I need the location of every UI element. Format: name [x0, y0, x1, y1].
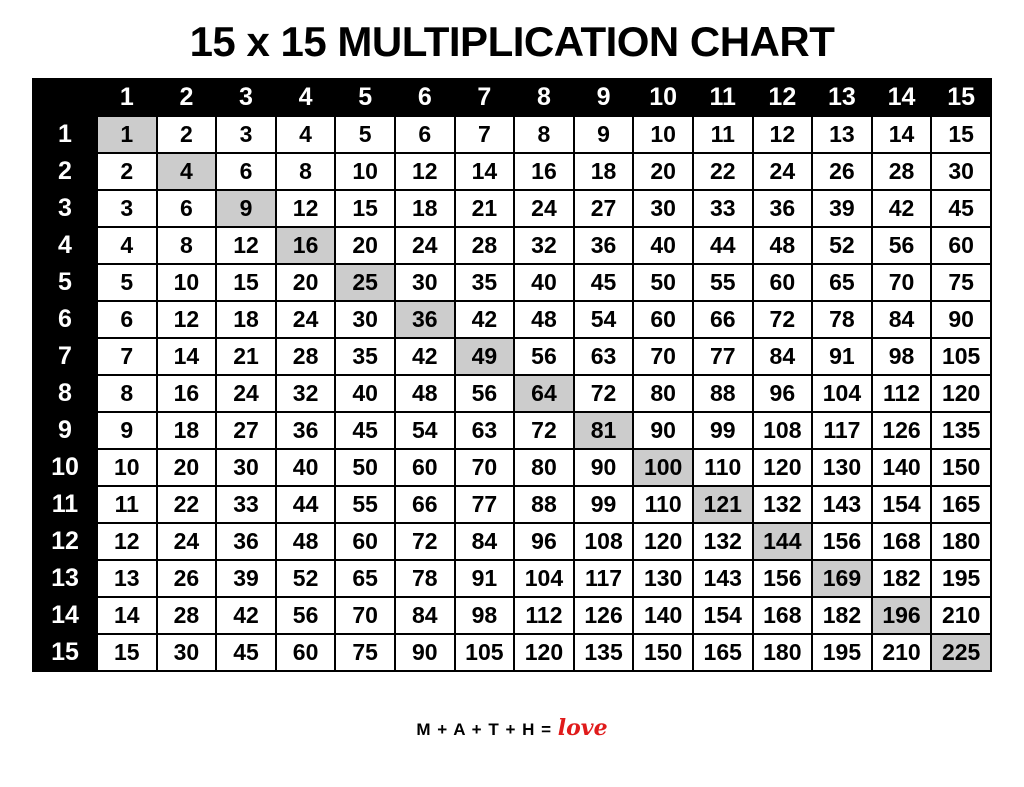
cell-15-7: 105 — [455, 634, 515, 671]
table-row — [33, 338, 991, 375]
cell-13-15: 195 — [931, 560, 991, 597]
cell-7-15: 105 — [931, 338, 991, 375]
cell-13-9: 117 — [574, 560, 634, 597]
cell-3-1: 3 — [97, 190, 157, 227]
column-header-8: 8 — [514, 79, 574, 116]
cell-14-8: 112 — [514, 597, 574, 634]
cell-11-13: 143 — [812, 486, 872, 523]
cell-13-7: 91 — [455, 560, 515, 597]
cell-7-10: 70 — [633, 338, 693, 375]
cell-3-8: 24 — [514, 190, 574, 227]
row-header-8: 8 — [33, 375, 97, 412]
table-row — [33, 190, 991, 227]
cell-4-4: 16 — [276, 227, 336, 264]
cell-13-3: 39 — [216, 560, 276, 597]
cell-3-14: 42 — [872, 190, 932, 227]
cell-5-6: 30 — [395, 264, 455, 301]
cell-4-3: 12 — [216, 227, 276, 264]
cell-15-15: 225 — [931, 634, 991, 671]
cell-7-8: 56 — [514, 338, 574, 375]
footer-equation: M + A + T + H = — [416, 720, 553, 739]
cell-12-4: 48 — [276, 523, 336, 560]
cell-8-14: 112 — [872, 375, 932, 412]
cell-15-3: 45 — [216, 634, 276, 671]
cell-10-3: 30 — [216, 449, 276, 486]
cell-9-6: 54 — [395, 412, 455, 449]
cell-5-7: 35 — [455, 264, 515, 301]
cell-2-4: 8 — [276, 153, 336, 190]
cell-8-11: 88 — [693, 375, 753, 412]
cell-14-9: 126 — [574, 597, 634, 634]
cell-8-7: 56 — [455, 375, 515, 412]
cell-2-12: 24 — [753, 153, 813, 190]
cell-10-12: 120 — [753, 449, 813, 486]
table-row — [33, 449, 991, 486]
cell-14-1: 14 — [97, 597, 157, 634]
cell-3-15: 45 — [931, 190, 991, 227]
cell-11-10: 110 — [633, 486, 693, 523]
cell-7-4: 28 — [276, 338, 336, 375]
multiplication-table — [32, 78, 992, 672]
cell-1-7: 7 — [455, 116, 515, 153]
cell-12-5: 60 — [335, 523, 395, 560]
cell-11-11: 121 — [693, 486, 753, 523]
cell-3-5: 15 — [335, 190, 395, 227]
column-header-15: 15 — [931, 79, 991, 116]
footer-tagline — [0, 715, 1024, 741]
cell-12-13: 156 — [812, 523, 872, 560]
cell-14-11: 154 — [693, 597, 753, 634]
cell-5-4: 20 — [276, 264, 336, 301]
cell-9-9: 81 — [574, 412, 634, 449]
cell-6-6: 36 — [395, 301, 455, 338]
cell-10-1: 10 — [97, 449, 157, 486]
cell-14-5: 70 — [335, 597, 395, 634]
cell-9-4: 36 — [276, 412, 336, 449]
cell-13-13: 169 — [812, 560, 872, 597]
cell-6-12: 72 — [753, 301, 813, 338]
cell-14-12: 168 — [753, 597, 813, 634]
cell-15-9: 135 — [574, 634, 634, 671]
cell-12-12: 144 — [753, 523, 813, 560]
cell-9-13: 117 — [812, 412, 872, 449]
cell-3-12: 36 — [753, 190, 813, 227]
cell-8-15: 120 — [931, 375, 991, 412]
column-header-12: 12 — [753, 79, 813, 116]
cell-5-12: 60 — [753, 264, 813, 301]
cell-1-1: 1 — [97, 116, 157, 153]
cell-1-3: 3 — [216, 116, 276, 153]
cell-7-1: 7 — [97, 338, 157, 375]
cell-15-8: 120 — [514, 634, 574, 671]
cell-6-1: 6 — [97, 301, 157, 338]
cell-14-7: 98 — [455, 597, 515, 634]
cell-5-10: 50 — [633, 264, 693, 301]
cell-10-15: 150 — [931, 449, 991, 486]
cell-5-13: 65 — [812, 264, 872, 301]
cell-12-9: 108 — [574, 523, 634, 560]
cell-7-7: 49 — [455, 338, 515, 375]
cell-15-1: 15 — [97, 634, 157, 671]
cell-4-14: 56 — [872, 227, 932, 264]
cell-7-6: 42 — [395, 338, 455, 375]
cell-6-13: 78 — [812, 301, 872, 338]
table-body — [33, 116, 991, 671]
cell-9-12: 108 — [753, 412, 813, 449]
cell-7-3: 21 — [216, 338, 276, 375]
table-row — [33, 412, 991, 449]
table-row — [33, 597, 991, 634]
cell-15-13: 195 — [812, 634, 872, 671]
cell-12-8: 96 — [514, 523, 574, 560]
cell-8-13: 104 — [812, 375, 872, 412]
cell-11-5: 55 — [335, 486, 395, 523]
cell-9-2: 18 — [157, 412, 217, 449]
row-header-4: 4 — [33, 227, 97, 264]
cell-2-5: 10 — [335, 153, 395, 190]
cell-10-6: 60 — [395, 449, 455, 486]
cell-11-15: 165 — [931, 486, 991, 523]
cell-9-8: 72 — [514, 412, 574, 449]
cell-6-8: 48 — [514, 301, 574, 338]
cell-15-12: 180 — [753, 634, 813, 671]
cell-7-9: 63 — [574, 338, 634, 375]
cell-12-1: 12 — [97, 523, 157, 560]
table-row — [33, 523, 991, 560]
cell-8-1: 8 — [97, 375, 157, 412]
cell-7-2: 14 — [157, 338, 217, 375]
column-header-3: 3 — [216, 79, 276, 116]
cell-3-9: 27 — [574, 190, 634, 227]
row-header-7: 7 — [33, 338, 97, 375]
cell-4-2: 8 — [157, 227, 217, 264]
cell-1-2: 2 — [157, 116, 217, 153]
cell-7-14: 98 — [872, 338, 932, 375]
cell-4-10: 40 — [633, 227, 693, 264]
cell-3-6: 18 — [395, 190, 455, 227]
cell-7-11: 77 — [693, 338, 753, 375]
cell-4-6: 24 — [395, 227, 455, 264]
cell-14-2: 28 — [157, 597, 217, 634]
cell-2-6: 12 — [395, 153, 455, 190]
cell-13-2: 26 — [157, 560, 217, 597]
cell-1-15: 15 — [931, 116, 991, 153]
cell-8-3: 24 — [216, 375, 276, 412]
cell-12-2: 24 — [157, 523, 217, 560]
cell-4-12: 48 — [753, 227, 813, 264]
row-header-9: 9 — [33, 412, 97, 449]
row-header-5: 5 — [33, 264, 97, 301]
cell-13-5: 65 — [335, 560, 395, 597]
table-row — [33, 634, 991, 671]
cell-5-11: 55 — [693, 264, 753, 301]
cell-11-1: 11 — [97, 486, 157, 523]
cell-3-10: 30 — [633, 190, 693, 227]
cell-2-8: 16 — [514, 153, 574, 190]
cell-8-12: 96 — [753, 375, 813, 412]
cell-14-13: 182 — [812, 597, 872, 634]
column-header-5: 5 — [335, 79, 395, 116]
cell-6-5: 30 — [335, 301, 395, 338]
cell-14-15: 210 — [931, 597, 991, 634]
cell-9-1: 9 — [97, 412, 157, 449]
cell-3-13: 39 — [812, 190, 872, 227]
table-row — [33, 560, 991, 597]
cell-4-13: 52 — [812, 227, 872, 264]
cell-1-12: 12 — [753, 116, 813, 153]
cell-1-8: 8 — [514, 116, 574, 153]
cell-8-2: 16 — [157, 375, 217, 412]
column-header-4: 4 — [276, 79, 336, 116]
cell-3-7: 21 — [455, 190, 515, 227]
column-header-10: 10 — [633, 79, 693, 116]
cell-15-6: 90 — [395, 634, 455, 671]
cell-8-9: 72 — [574, 375, 634, 412]
cell-15-14: 210 — [872, 634, 932, 671]
cell-1-10: 10 — [633, 116, 693, 153]
cell-9-14: 126 — [872, 412, 932, 449]
cell-8-10: 80 — [633, 375, 693, 412]
cell-4-5: 20 — [335, 227, 395, 264]
cell-12-7: 84 — [455, 523, 515, 560]
cell-13-4: 52 — [276, 560, 336, 597]
cell-10-4: 40 — [276, 449, 336, 486]
cell-14-4: 56 — [276, 597, 336, 634]
cell-7-13: 91 — [812, 338, 872, 375]
cell-7-5: 35 — [335, 338, 395, 375]
cell-9-7: 63 — [455, 412, 515, 449]
column-header-6: 6 — [395, 79, 455, 116]
cell-6-4: 24 — [276, 301, 336, 338]
cell-9-15: 135 — [931, 412, 991, 449]
footer-love-word: love — [557, 715, 608, 741]
multiplication-table-container — [32, 78, 992, 672]
row-header-13: 13 — [33, 560, 97, 597]
table-row — [33, 301, 991, 338]
cell-5-1: 5 — [97, 264, 157, 301]
cell-12-3: 36 — [216, 523, 276, 560]
cell-3-3: 9 — [216, 190, 276, 227]
cell-3-11: 33 — [693, 190, 753, 227]
cell-11-3: 33 — [216, 486, 276, 523]
cell-13-6: 78 — [395, 560, 455, 597]
cell-9-3: 27 — [216, 412, 276, 449]
cell-10-9: 90 — [574, 449, 634, 486]
cell-2-3: 6 — [216, 153, 276, 190]
cell-2-2: 4 — [157, 153, 217, 190]
cell-11-12: 132 — [753, 486, 813, 523]
cell-4-1: 4 — [97, 227, 157, 264]
cell-4-9: 36 — [574, 227, 634, 264]
cell-11-4: 44 — [276, 486, 336, 523]
cell-8-8: 64 — [514, 375, 574, 412]
cell-10-7: 70 — [455, 449, 515, 486]
row-header-14: 14 — [33, 597, 97, 634]
table-row — [33, 227, 991, 264]
cell-3-4: 12 — [276, 190, 336, 227]
cell-13-11: 143 — [693, 560, 753, 597]
cell-8-6: 48 — [395, 375, 455, 412]
row-header-2: 2 — [33, 153, 97, 190]
cell-2-11: 22 — [693, 153, 753, 190]
cell-6-11: 66 — [693, 301, 753, 338]
cell-15-4: 60 — [276, 634, 336, 671]
cell-5-2: 10 — [157, 264, 217, 301]
column-header-13: 13 — [812, 79, 872, 116]
cell-1-6: 6 — [395, 116, 455, 153]
cell-2-7: 14 — [455, 153, 515, 190]
column-header-9: 9 — [574, 79, 634, 116]
cell-6-2: 12 — [157, 301, 217, 338]
row-header-1: 1 — [33, 116, 97, 153]
cell-1-5: 5 — [335, 116, 395, 153]
cell-1-4: 4 — [276, 116, 336, 153]
cell-2-14: 28 — [872, 153, 932, 190]
cell-4-8: 32 — [514, 227, 574, 264]
cell-10-5: 50 — [335, 449, 395, 486]
column-header-14: 14 — [872, 79, 932, 116]
cell-13-14: 182 — [872, 560, 932, 597]
cell-13-12: 156 — [753, 560, 813, 597]
cell-6-7: 42 — [455, 301, 515, 338]
row-header-3: 3 — [33, 190, 97, 227]
table-row — [33, 116, 991, 153]
cell-4-11: 44 — [693, 227, 753, 264]
cell-11-14: 154 — [872, 486, 932, 523]
cell-15-2: 30 — [157, 634, 217, 671]
cell-12-14: 168 — [872, 523, 932, 560]
cell-10-10: 100 — [633, 449, 693, 486]
cell-10-13: 130 — [812, 449, 872, 486]
cell-13-8: 104 — [514, 560, 574, 597]
cell-9-10: 90 — [633, 412, 693, 449]
cell-6-9: 54 — [574, 301, 634, 338]
cell-13-1: 13 — [97, 560, 157, 597]
row-header-15: 15 — [33, 634, 97, 671]
cell-1-14: 14 — [872, 116, 932, 153]
cell-15-11: 165 — [693, 634, 753, 671]
cell-11-9: 99 — [574, 486, 634, 523]
cell-12-6: 72 — [395, 523, 455, 560]
cell-6-10: 60 — [633, 301, 693, 338]
row-header-6: 6 — [33, 301, 97, 338]
cell-5-5: 25 — [335, 264, 395, 301]
cell-6-15: 90 — [931, 301, 991, 338]
cell-5-8: 40 — [514, 264, 574, 301]
cell-6-3: 18 — [216, 301, 276, 338]
cell-5-14: 70 — [872, 264, 932, 301]
cell-12-11: 132 — [693, 523, 753, 560]
cell-15-10: 150 — [633, 634, 693, 671]
cell-2-13: 26 — [812, 153, 872, 190]
cell-12-10: 120 — [633, 523, 693, 560]
column-header-2: 2 — [157, 79, 217, 116]
cell-7-12: 84 — [753, 338, 813, 375]
cell-2-9: 18 — [574, 153, 634, 190]
column-header-7: 7 — [455, 79, 515, 116]
cell-9-5: 45 — [335, 412, 395, 449]
cell-4-7: 28 — [455, 227, 515, 264]
cell-6-14: 84 — [872, 301, 932, 338]
table-header-row — [33, 79, 991, 116]
table-row — [33, 486, 991, 523]
cell-5-3: 15 — [216, 264, 276, 301]
page-title: 15 x 15 MULTIPLICATION CHART — [189, 18, 835, 65]
column-header-1: 1 — [97, 79, 157, 116]
cell-10-8: 80 — [514, 449, 574, 486]
cell-12-15: 180 — [931, 523, 991, 560]
cell-4-15: 60 — [931, 227, 991, 264]
cell-5-9: 45 — [574, 264, 634, 301]
cell-11-6: 66 — [395, 486, 455, 523]
table-corner-cell — [33, 79, 97, 116]
table-row — [33, 264, 991, 301]
column-header-11: 11 — [693, 79, 753, 116]
cell-2-10: 20 — [633, 153, 693, 190]
cell-11-2: 22 — [157, 486, 217, 523]
row-header-10: 10 — [33, 449, 97, 486]
cell-10-2: 20 — [157, 449, 217, 486]
cell-14-6: 84 — [395, 597, 455, 634]
table-header — [33, 79, 991, 116]
cell-5-15: 75 — [931, 264, 991, 301]
row-header-12: 12 — [33, 523, 97, 560]
cell-11-7: 77 — [455, 486, 515, 523]
cell-14-10: 140 — [633, 597, 693, 634]
cell-8-4: 32 — [276, 375, 336, 412]
cell-10-11: 110 — [693, 449, 753, 486]
cell-11-8: 88 — [514, 486, 574, 523]
cell-8-5: 40 — [335, 375, 395, 412]
cell-13-10: 130 — [633, 560, 693, 597]
cell-9-11: 99 — [693, 412, 753, 449]
cell-14-14: 196 — [872, 597, 932, 634]
table-row — [33, 153, 991, 190]
cell-1-11: 11 — [693, 116, 753, 153]
row-header-11: 11 — [33, 486, 97, 523]
cell-14-3: 42 — [216, 597, 276, 634]
table-row — [33, 375, 991, 412]
cell-1-13: 13 — [812, 116, 872, 153]
cell-1-9: 9 — [574, 116, 634, 153]
cell-3-2: 6 — [157, 190, 217, 227]
cell-2-1: 2 — [97, 153, 157, 190]
cell-2-15: 30 — [931, 153, 991, 190]
cell-15-5: 75 — [335, 634, 395, 671]
cell-10-14: 140 — [872, 449, 932, 486]
